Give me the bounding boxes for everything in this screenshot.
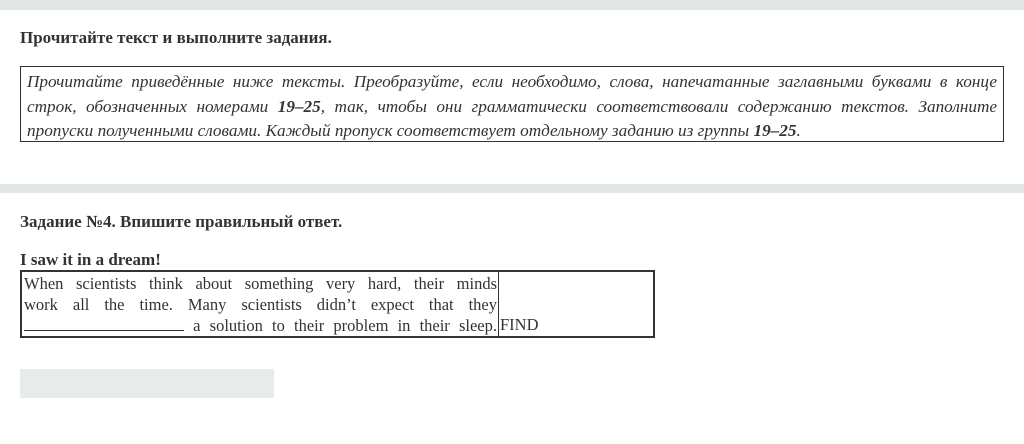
task-text-line-2: work all the time. Many scientists didn’t expect that they [24,295,497,314]
text-title: I saw it in a dream! [20,250,161,269]
task-text-cell [21,271,499,337]
instruction-text-2: , так, чтобы они грамматически соответствовали содержанию текстов. Заполните пропуски полученными словами. Каждый пропуск соответствует отдельному заданию из группы [27,96,997,140]
instruction-text-1: Прочитайте приведённые ниже тексты. Преобразуйте, если необходимо, слова, напечатанные заглавными буквами в конце строк, обозначенных номерами [27,72,997,116]
table-row [21,271,654,337]
answer-input[interactable] [20,369,274,398]
gap-blank [24,316,184,331]
instruction-text-3: . [796,121,801,140]
instruction-range-1: 19–25 [277,96,321,116]
top-divider-bar [0,0,1024,10]
keyword: FIND [500,315,539,334]
section-divider-bar [0,184,1024,193]
task-text-line-3 [24,315,497,336]
instruction-box [20,66,1004,142]
task-table [20,270,655,338]
task-text-line-3-text: a solution to their problem in their sleep. [193,316,498,335]
task-heading: Задание №4. Впишите правильный ответ. [20,212,343,231]
section-heading: Прочитайте текст и выполните задания. [20,28,332,47]
keyword-cell [499,271,655,337]
task-text-line-1: When scientists think about something very hard, their minds [24,274,497,293]
instruction-range-2: 19–25 [753,121,797,140]
